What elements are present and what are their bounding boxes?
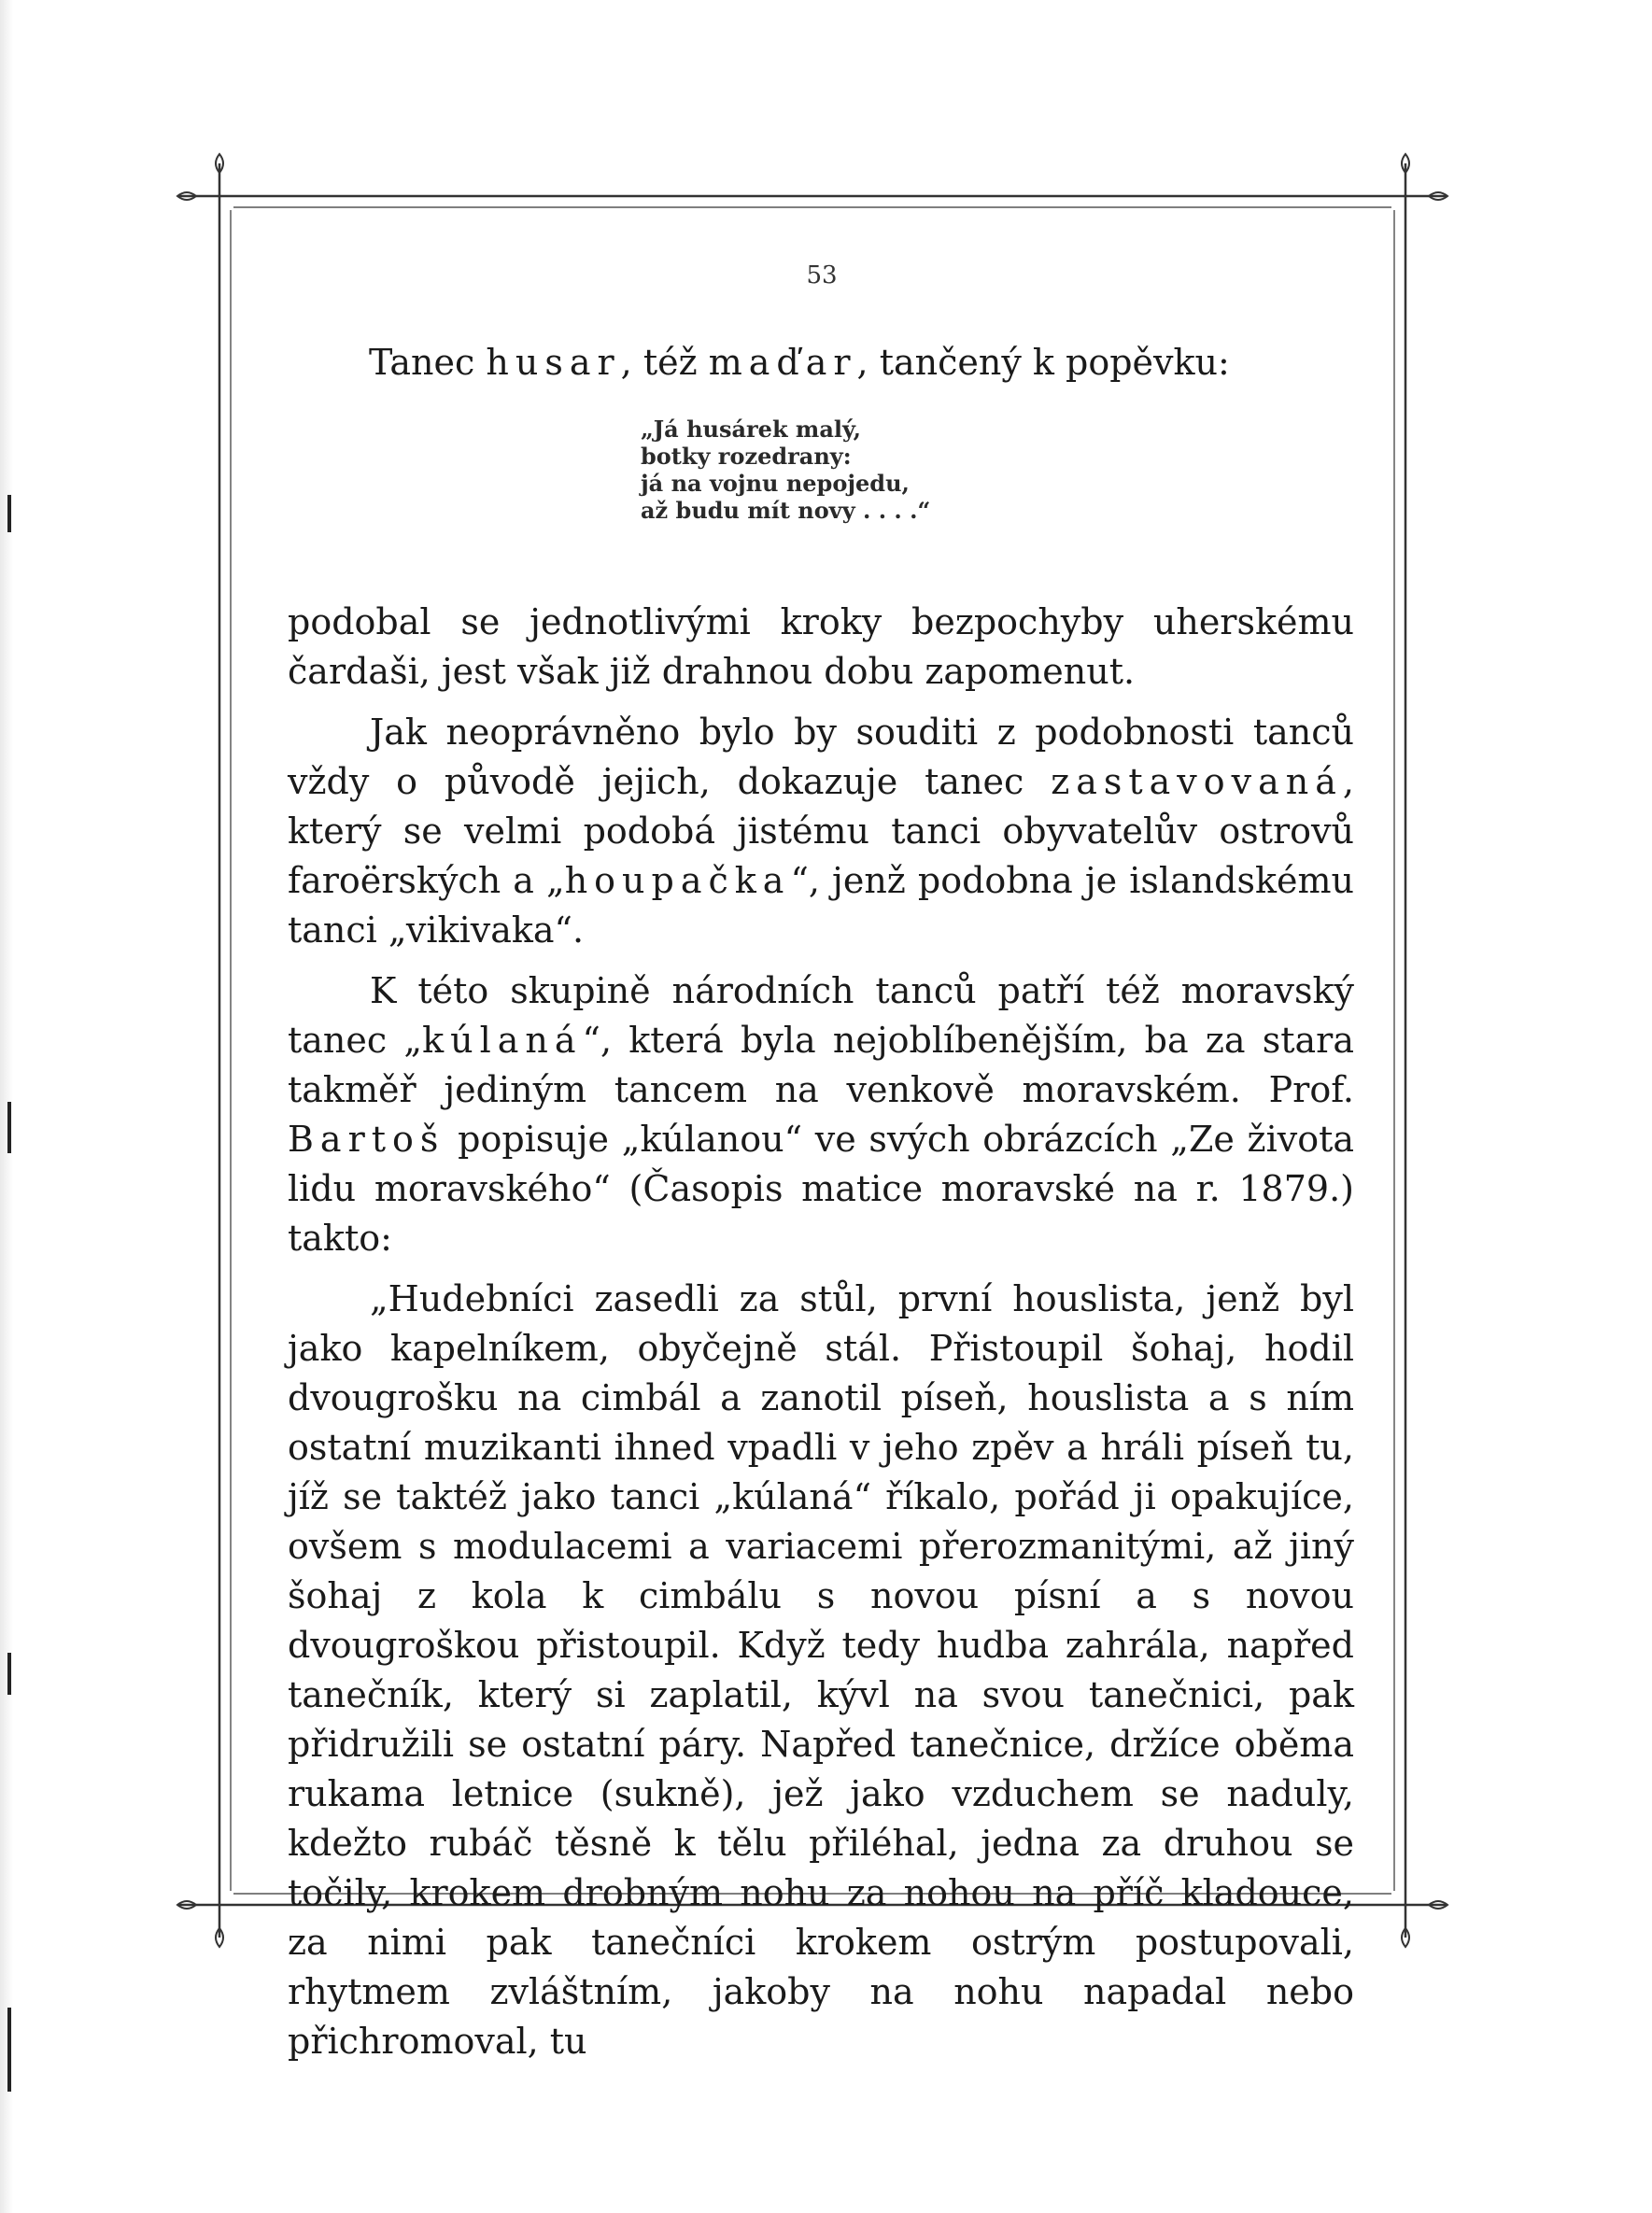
paragraph-4: „Hudebníci zasedli za stůl, první houslista, jenž byl jako kapelníkem, obyčejně stál. Přistoupil šohaj, hodil dvougrošku na cimbál a zanotil píseň, houslista a s ním ostatní muzikanti ihned vpadli v jeho zpěv a hráli píseň tu, jíž se taktéž jako tanci „kúlaná“ říkalo, pořád ji opakujíce, ovšem s modulacemi a variacemi přerozmanitými, až jiný šohaj z kola k cimbálu s novou písní a s novou dvougroškou přistoupil. Když tedy hudba zahrála, napřed tanečník, který si zaplatil, kývl na svou tanečnici, pak přidružili se ostatní páry. Napřed tanečnice, držíce oběma rukama letnice (sukně), jež jako vzduchem se naduly, kdežto rubáč těsně k tělu přiléhal, jedna za druhou se točily, krokem drobným nohu za nohou na příč kladouce, za nimi pak tanečníci krokem ostrým postupovali, rhytmem zvláštním, jakoby na nohu napadal nebo přichromoval, tu (288, 1278, 1354, 2062)
section-heading (369, 338, 1303, 388)
page-number: 53 (806, 261, 838, 289)
p2-term-houpacka: houpačka (564, 860, 791, 901)
song-verse (641, 416, 1108, 524)
verse-line: já na vojnu nepojedu, (641, 470, 910, 497)
paragraph-1: podobal se jednotlivými kroky bezpochyby uherskému čardaši, jest však již drahnou dobu zapomenut. (288, 601, 1354, 692)
p3-text-b: “, která byla nejoblíbenějším, ba za stara takměř jediným tancem na venkově moravském. Prof. (288, 1020, 1355, 1110)
p3-text-a: K této skupině národních tanců patří též moravský tanec „ (288, 970, 1354, 1061)
heading-pre: Tanec (369, 342, 475, 383)
verse-line: až budu mít novy . . . .“ (641, 497, 931, 524)
verse-line: „Já husárek malý, (641, 416, 861, 443)
p2-text-b: , který se velmi podobá jistému tanci obyvatelův ostrovů faroërských a „ (288, 761, 1354, 901)
heading-post: , tančený k popěvku: (856, 342, 1230, 383)
p2-text-c: “, jenž podobna je islandskému tanci „vikivaka“. (288, 860, 1354, 951)
heading-term-husar: husar (486, 342, 621, 383)
heading-mid: , též (620, 342, 698, 383)
p3-text-c: popisuje „kúlanou“ ve svých obrázcích „Ze života lidu moravského“ (Časopis matice moravské na r. 1879.) takto: (288, 1119, 1354, 1259)
heading-term-madar: maďar (708, 342, 857, 383)
paragraph-3 (288, 966, 1354, 1263)
verse-line: botky rozedrany: (641, 443, 852, 470)
body-text (288, 598, 1354, 2066)
p2-term-zastavovana: zastavovaná (1051, 761, 1343, 802)
paragraph-2 (288, 708, 1354, 955)
p3-term-bartos: Bartoš (288, 1119, 445, 1160)
p2-text-a: Jak neoprávněno bylo by souditi z podobnosti tanců vždy o původě jejich, dokazuje tanec (288, 712, 1354, 802)
p3-term-kulana: kúlaná (422, 1020, 583, 1061)
